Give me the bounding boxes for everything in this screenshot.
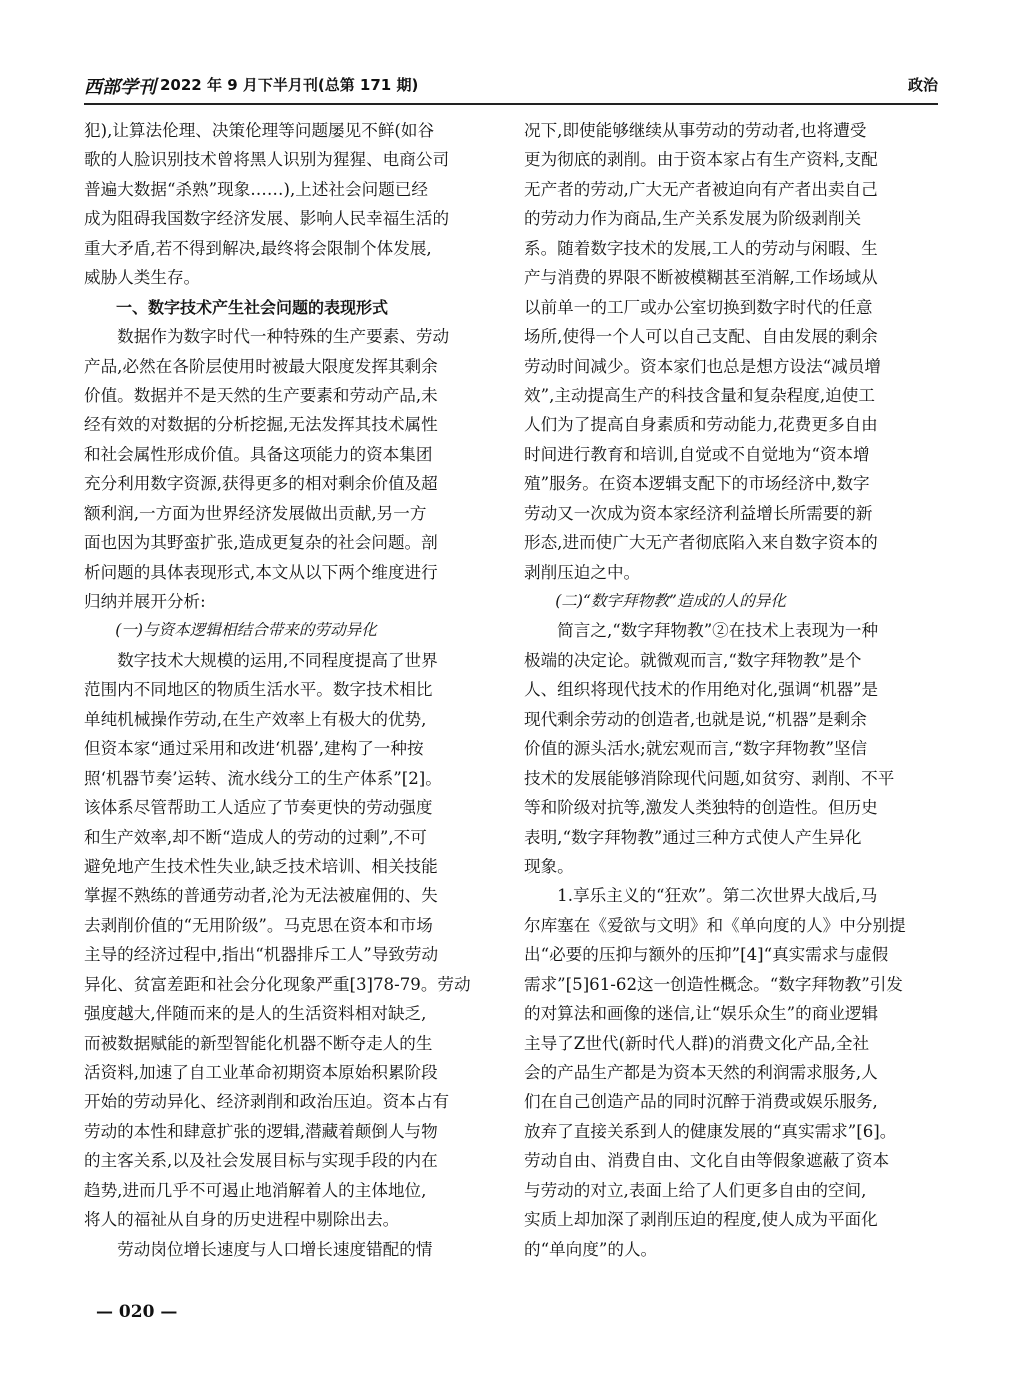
text-line: 一、数字技术产生社会问题的表现形式 bbox=[84, 297, 389, 317]
text-line: 主导的经济过程中,指出“机器排斥工人”导致劳动 bbox=[84, 945, 439, 965]
text-line: 面也因为其野蛮扩张,造成更复杂的社会问题。剖 bbox=[84, 533, 438, 553]
text-line: 开始的劳动异化、经济剥削和政治压迫。资本占有 bbox=[84, 1092, 450, 1112]
text-line: 与劳动的对立,表面上给了人们更多自由的空间, bbox=[524, 1180, 867, 1200]
text-line: 而被数据赋能的新型智能化机器不断夺走人的生 bbox=[84, 1033, 433, 1053]
text-line: 和社会属性形成价值。具备这项能力的资本集团 bbox=[84, 444, 433, 464]
text-line: 析问题的具体表现形式,本文从以下两个维度进行 bbox=[84, 562, 438, 582]
text-line: 成为阻碍我国数字经济发展、影响人民幸福生活的 bbox=[84, 209, 450, 229]
text-line: 产品,必然在各阶层使用时被最大限度发挥其剩余 bbox=[84, 356, 438, 376]
text-line: 威胁人类生存。 bbox=[84, 268, 201, 288]
text-line: 重大矛盾,若不得到解决,最终将会限制个体发展, bbox=[84, 238, 432, 258]
text-line: 简言之,“数字拜物教”②在技术上表现为一种 bbox=[524, 621, 879, 641]
text-line: 范围内不同地区的物质生活水平。数字技术相比 bbox=[84, 680, 433, 700]
text-line: 技术的发展能够消除现代问题,如贫穷、剥削、不平 bbox=[524, 768, 895, 788]
page-header bbox=[84, 72, 938, 102]
text-line: 普遍大数据“杀熟”现象……),上述社会问题已经 bbox=[84, 179, 428, 199]
text-line: 但资本家“通过采用和改进‘机器’,建构了一种按 bbox=[84, 739, 424, 759]
header-rule bbox=[84, 103, 938, 105]
text-line: 场所,使得一个人可以自己支配、自由发展的剩余 bbox=[524, 327, 878, 347]
left-column bbox=[84, 116, 498, 1264]
text-line: 以前单一的工厂或办公室切换到数字时代的任意 bbox=[524, 297, 873, 317]
text-line: 劳动又一次成为资本家经济利益增长所需要的新 bbox=[524, 503, 873, 523]
text-line: 尔库塞在《爱欲与文明》和《单向度的人》中分别提 bbox=[524, 915, 906, 935]
text-line: 该体系尽管帮助工人适应了节奏更快的劳动强度 bbox=[84, 798, 433, 818]
text-line: 劳动的本性和肆意扩张的逻辑,潜藏着颠倒人与物 bbox=[84, 1121, 438, 1141]
text-line: 人们为了提高自身素质和劳动能力,花费更多自由 bbox=[524, 415, 878, 435]
text-line: 无产者的劳动,广大无产者被迫向有产者出卖自己 bbox=[524, 179, 878, 199]
issue-info: 2022 年 9 月下半月刊(总第 171 期) bbox=[160, 76, 419, 94]
text-line: 人、组织将现代技术的作用绝对化,强调“机器”是 bbox=[524, 680, 879, 700]
text-line: 去剥削价值的“无用阶级”。马克思在资本和市场 bbox=[84, 915, 433, 935]
text-line: 数据作为数字时代一种特殊的生产要素、劳动 bbox=[84, 327, 450, 347]
text-line: 效”,主动提高生产的科技含量和复杂程度,迫使工 bbox=[524, 385, 875, 405]
text-line: 1.享乐主义的“狂欢”。第二次世界大战后,马 bbox=[524, 886, 878, 906]
text-line: 主导了Z世代(新时代人群)的消费文化产品,全社 bbox=[524, 1033, 870, 1053]
text-line: 的劳动力作为商品,生产关系发展为阶级剥削关 bbox=[524, 209, 862, 229]
text-line: 照‘机器节奏’运转、流水线分工的生产体系”[2]。 bbox=[84, 768, 442, 788]
text-line: 数字技术大规模的运用,不同程度提高了世界 bbox=[84, 650, 438, 670]
text-line: 异化、贫富差距和社会分化现象严重[3]78-79。劳动 bbox=[84, 974, 471, 994]
text-line: 产与消费的界限不断被模糊甚至消解,工作场域从 bbox=[524, 268, 878, 288]
text-line: 剥削压迫之中。 bbox=[524, 562, 641, 582]
text-line: 歌的人脸识别技术曾将黑人识别为猩猩、电商公司 bbox=[84, 150, 450, 170]
page-number: — 020 — bbox=[96, 1302, 178, 1322]
text-line: 趋势,进而几乎不可遏止地消解着人的主体地位, bbox=[84, 1180, 427, 1200]
text-line: 形态,进而使广大无产者彻底陷入来自数字资本的 bbox=[524, 533, 878, 553]
text-line: 强度越大,伴随而来的是人的生活资料相对缺乏, bbox=[84, 1004, 427, 1024]
text-line: 时间进行教育和培训,自觉或不自觉地为“资本增 bbox=[524, 444, 870, 464]
text-line: 出“必要的压抑与额外的压抑”[4]“真实需求与虚假 bbox=[524, 945, 889, 965]
text-line: 况下,即使能够继续从事劳动的劳动者,也将遭受 bbox=[524, 121, 867, 140]
text-line: 和生产效率,却不断“造成人的劳动的过剩”,不可 bbox=[84, 827, 427, 847]
text-line: 们在自己创造产品的同时沉醉于消费或娱乐服务, bbox=[524, 1092, 878, 1112]
text-line: 的对算法和画像的迷信,让“娱乐众生”的商业逻辑 bbox=[524, 1004, 879, 1024]
text-line: 表明,“数字拜物教”通过三种方式使人产生异化 bbox=[524, 827, 862, 847]
text-line: 的“单向度”的人。 bbox=[524, 1239, 658, 1259]
text-line: 价值的源头活水;就宏观而言,“数字拜物教”坚信 bbox=[524, 739, 868, 759]
text-line: 劳动时间减少。资本家们也总是想方设法“减员增 bbox=[524, 356, 881, 376]
text-line: 经有效的对数据的分析挖掘,无法发挥其技术属性 bbox=[84, 415, 438, 435]
text-line: 充分利用数字资源,获得更多的相对剩余价值及超 bbox=[84, 474, 438, 494]
text-line: 劳动自由、消费自由、文化自由等假象遮蔽了资本 bbox=[524, 1151, 890, 1171]
text-line: 殖”服务。在资本逻辑支配下的市场经济中,数字 bbox=[524, 474, 870, 494]
text-line: 极端的决定论。就微观而言,“数字拜物教”是个 bbox=[524, 650, 862, 670]
text-line: 活资料,加速了自工业革命初期资本原始积累阶段 bbox=[84, 1063, 438, 1082]
text-line: 系。随着数字技术的发展,工人的劳动与闲暇、生 bbox=[524, 238, 878, 258]
text-line: (一)与资本逻辑相结合带来的劳动异化 bbox=[84, 621, 377, 640]
text-line: 额利润,一方面为世界经济发展做出贡献,另一方 bbox=[84, 503, 427, 523]
text-line: 的主客关系,以及社会发展目标与实现手段的内在 bbox=[84, 1151, 438, 1171]
text-line: 需求”[5]61-62这一创造性概念。“数字拜物教”引发 bbox=[524, 974, 903, 994]
text-line: 更为彻底的剥削。由于资本家占有生产资料,支配 bbox=[524, 150, 878, 170]
section-label: 政治 bbox=[907, 76, 938, 94]
text-line: 现代剩余劳动的创造者,也就是说,“机器”是剩余 bbox=[524, 709, 867, 729]
text-line: 将人的福祉从自身的历史进程中剔除出去。 bbox=[84, 1210, 400, 1230]
text-line: 实质上却加深了剥削压迫的程度,使人成为平面化 bbox=[524, 1210, 878, 1230]
text-line: 会的产品生产都是为资本天然的利润需求服务,人 bbox=[524, 1063, 878, 1082]
text-line: 避免地产生技术性失业,缺乏技术培训、相关技能 bbox=[84, 856, 438, 876]
text-line: 归纳并展开分析: bbox=[84, 592, 206, 611]
right-column bbox=[524, 116, 938, 1264]
text-line: 现象。 bbox=[524, 856, 574, 876]
text-line: 劳动岗位增长速度与人口增长速度错配的情 bbox=[84, 1239, 433, 1259]
text-line: 掌握不熟练的普通劳动者,沦为无法被雇佣的、失 bbox=[84, 886, 438, 906]
text-line: 犯),让算法伦理、决策伦理等问题屡见不鲜(如谷 bbox=[84, 121, 435, 140]
text-line: 等和阶级对抗等,激发人类独特的创造性。但历史 bbox=[524, 798, 878, 818]
journal-logo: 西部学刊 bbox=[84, 77, 156, 98]
text-line: 价值。数据并不是天然的生产要素和劳动产品,未 bbox=[84, 385, 438, 405]
text-line: (二)“数字拜物教”造成的人的异化 bbox=[524, 592, 787, 610]
text-line: 单纯机械操作劳动,在生产效率上有极大的优势, bbox=[84, 709, 427, 729]
text-line: 放弃了直接关系到人的健康发展的“真实需求”[6]。 bbox=[524, 1121, 897, 1141]
